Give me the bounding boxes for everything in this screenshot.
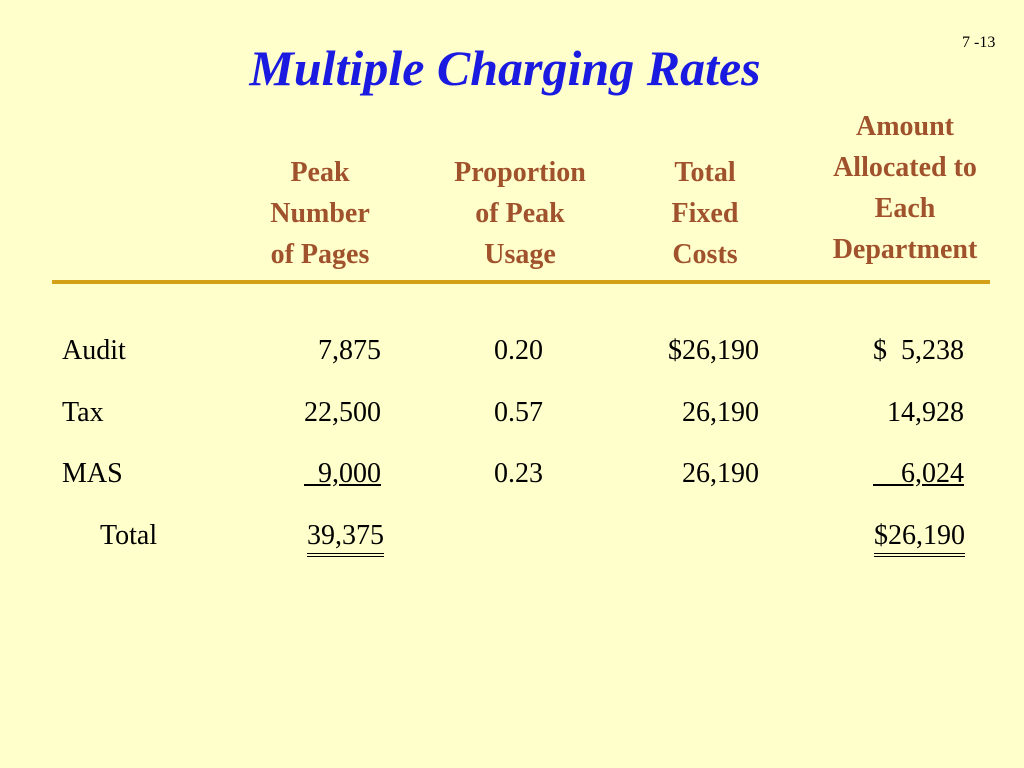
- row-pages: 9,000: [304, 458, 381, 489]
- row-pages: 7,875: [318, 335, 381, 366]
- total-pages: 39,375: [307, 519, 384, 557]
- row-costs: $26,190: [668, 335, 759, 366]
- row-amount: 6,024: [873, 458, 964, 489]
- header-amount-allocated: Amount Allocated to Each Department: [832, 111, 978, 265]
- total-amount: $26,190: [874, 519, 965, 557]
- row-label: MAS: [62, 458, 123, 489]
- row-amount: $ 5,238: [873, 335, 964, 366]
- header-rule: [52, 280, 990, 284]
- row-proportion: 0.20: [494, 335, 543, 366]
- row-label: Tax: [62, 397, 104, 428]
- row-pages: 22,500: [304, 397, 381, 428]
- row-amount: 14,928: [887, 397, 964, 428]
- row-proportion: 0.57: [494, 397, 543, 428]
- page-title: Multiple Charging Rates: [249, 40, 761, 96]
- slide-number: 7 -13: [962, 34, 996, 51]
- row-label: Audit: [62, 335, 126, 366]
- header-proportion: Proportion of Peak Usage: [454, 157, 586, 270]
- row-costs: 26,190: [682, 397, 759, 428]
- total-label: Total: [100, 520, 158, 551]
- row-costs: 26,190: [682, 458, 759, 489]
- row-proportion: 0.23: [494, 458, 543, 489]
- header-peak-pages: Peak Number of Pages: [270, 157, 370, 270]
- header-fixed-costs: Total Fixed Costs: [671, 157, 739, 270]
